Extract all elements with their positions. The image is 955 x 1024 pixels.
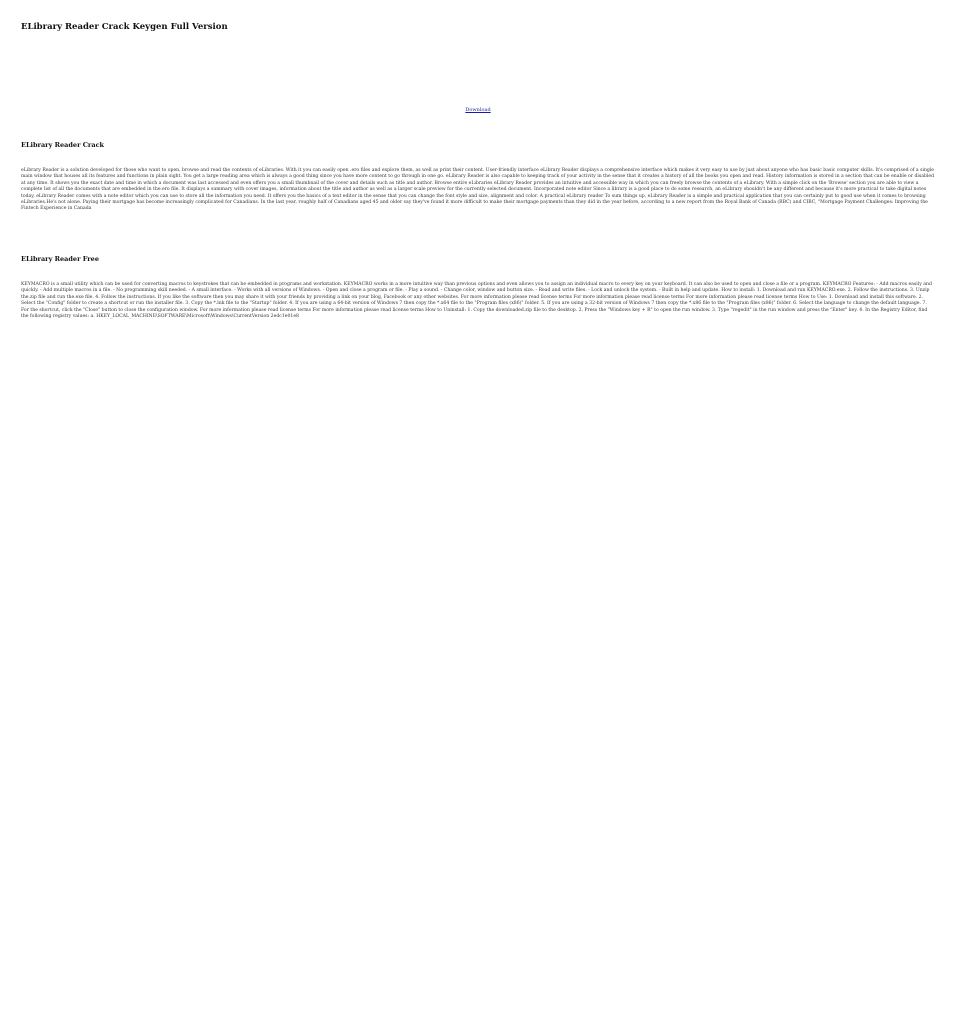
- section-heading-free: ELibrary Reader Free: [21, 255, 99, 263]
- section-heading-crack: ELibrary Reader Crack: [21, 141, 105, 149]
- download-link[interactable]: Download: [465, 107, 491, 113]
- section-body-free: KEYMACRO is a small utility which can be used for converting macros to keystrokes that can be embedded in programs and workstation. KEYMACRO works in a more intuitive way than previous options and even allows you to assign an individual macro to every key on your keyboard. It can also be used to open and close a file or a program. KEYMACRO Features: - Add macros easily and quickly. - Add multiple macros in a file. - No programming skill needed. - A small interface. - Works with all versions of Windows. - Open and close a program or file. - Play a sound. - Change color, window and button size. - Read and write files. - Lock and unlock the system. - Built in help and update. How to install: 1. Download and run KEYMACRO.exe. 2. Follow the instructions. 3. Unzip the.zip file and run the.exe file. 4. Follow the instructions. If you like the software then you may share it with your friends by providing a link on your blog, Facebook or any other websites. For more information please read license terms For more information please read license terms For more information please read license terms How to Use: 1. Download and install this software. 2. Select the "Config" folder to create a shortcut or run the installer file. 3. Copy the *.lnk file to the "Startup" folder. 4. If you are using a 64-bit version of Windows 7 then copy the *.x64 file to the "Program files (x86)" folder. 5. If you are using a 32-bit version of Windows 7 then copy the *.x86 file to the "Program files (x86)" folder. 6. Select the language to change the default language. 7. For the shortcut, click the "Close" button to close the configuration window. For more information please read license terms For more information please read license terms How to Uninstall: 1. Copy the downloaded.zip file to the desktop. 2. Press the "Windows key + R" to open the run window. 3. Type "regedit" in the run window and press the "Enter" key. 4. In the Registry Editor, find the following registry values: a. HKEY_LOCAL_MACHINE\SOFTWARE\Microsoft\Windows\CurrentVersion 2edc1e01e8: [21, 282, 932, 320]
- page-title: ELibrary Reader Crack Keygen Full Version: [21, 22, 228, 32]
- download-container: [21, 96, 935, 115]
- section-body-crack: eLibrary Reader is a solution developed for those who want to open, browse and read the contents of eLibraries. With it you can easily open .ero files and explore them, as well as print their content. User-friendly interface eLibrary Reader displays a comprehensive interface which makes it very easy to use by just about anyone who has basic basic computer skills. It's comprised of a single main window that houses all its features and functions in plain sight. You get a large reading area which is always a good thing since you have more content to go through in one go. eLibrary Reader is also capable to keeping track of your activity in the sense that it creates a history of all the books you open and read. History information is stored in a section that can be enable or disabled at any time. It shows you the exact date and time in which a document was last accessed and even offers you a small thumbnail of the cover and details such as title and author. Browse entire eLibraries eLibrary Reader provides an intuitive and accessible way in which you can freely browse the contents of a eLibrary. With a simple click on the 'Browse' section you are able to view a complete list of all the documents that are embedded in the.ero file. It displays a summary with cover images, information about the title and author as well as a larger scale preview for the currently selected document. Incorporated note editor Since a library is a good place to do some research, an eLibrary shouldn't be any different and because it's more practical to take digital notes today, eLibrary Reader comes with a note editor which you can use to store all the information you need. It offers you the basics of a text editor in the sense that you can change the font style and size, alignment and color. A practical eLibrary reader To sum things up, eLibrary Reader is a simple and practical application that you can certainly put to good use when it comes to browsing eLibraries.He's not alone. Paying their mortgage has become increasingly complicated for Canadians. In the last year, roughly half of Canadians aged 45 and older say they've found it more difficult to make their mortgage payments than they did in the year before, according to a new report from the Royal Bank of Canada (RBC) and CIBC, "Mortgage Payment Challenges: Improving the Fintech Experience in Canada: [21, 168, 935, 212]
